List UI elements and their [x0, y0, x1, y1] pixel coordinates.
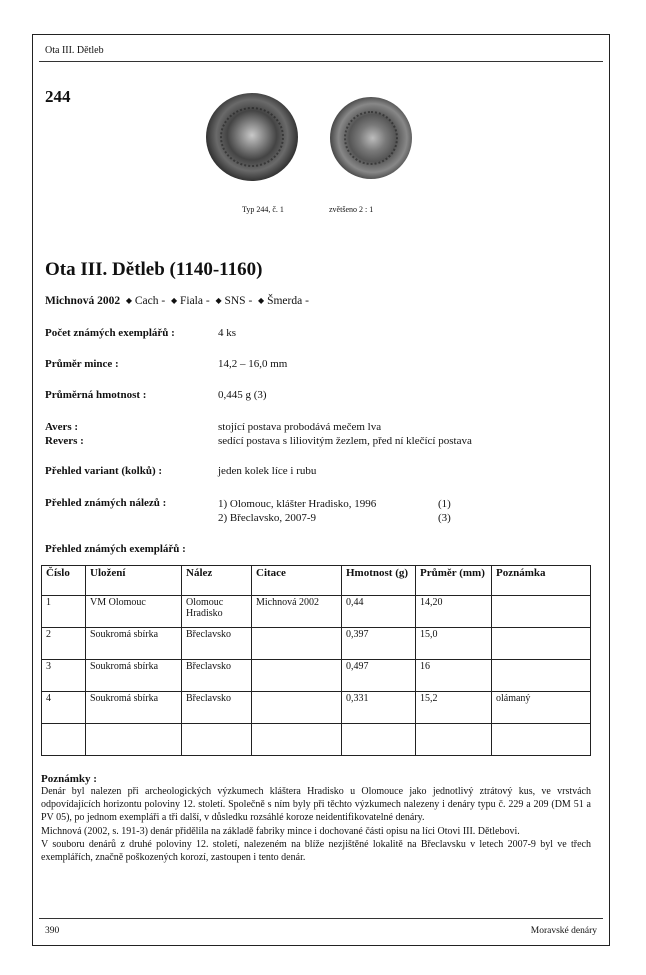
- field-value: stojící postava probodává mečem lva: [218, 421, 382, 433]
- table-cell: Soukromá sbírka: [86, 660, 182, 692]
- top-rule: [39, 61, 603, 62]
- find-count: (3): [438, 512, 451, 524]
- page-frame: [32, 34, 610, 946]
- table-cell: 15,2: [416, 692, 492, 724]
- table-header-row: [42, 566, 591, 596]
- notes-heading: Poznámky :: [41, 773, 97, 785]
- diamond-icon: ◆: [170, 296, 178, 305]
- table-cell: Břeclavsko: [182, 660, 252, 692]
- table-header: Uložení: [86, 566, 182, 596]
- table-cell: [416, 724, 492, 756]
- table-cell: Michnová 2002: [252, 596, 342, 628]
- table-cell: [252, 724, 342, 756]
- reference-item: Šmerda -: [267, 295, 309, 307]
- table-cell: VM Olomouc: [86, 596, 182, 628]
- page-number: 390: [45, 926, 60, 936]
- table-cell: 1: [42, 596, 86, 628]
- table-header: Citace: [252, 566, 342, 596]
- table-cell: [492, 724, 591, 756]
- specimens-table: [41, 565, 591, 756]
- table-row: [42, 660, 591, 692]
- table-cell: [492, 628, 591, 660]
- table-cell: 0,497: [342, 660, 416, 692]
- notes-body: [41, 785, 591, 864]
- table-cell: [492, 596, 591, 628]
- note-paragraph: V souboru denárů z druhé poloviny 12. století, nalezeném na blíže nezjištěné lokalitě na Břeclavsku v letech 2007-9 byl ve třech exemplářích, značně poškozených korozí, zastoupen i tento denár.: [41, 838, 591, 864]
- field-value: sedící postava s liliovitým žezlem, před ní klečící postava: [218, 435, 472, 447]
- field-label: Počet známých exemplářů :: [45, 327, 175, 339]
- finds-list: [218, 497, 376, 525]
- table-cell: Soukromá sbírka: [86, 692, 182, 724]
- table-cell: [86, 724, 182, 756]
- field-value: 0,445 g (3): [218, 389, 267, 401]
- table-cell: 3: [42, 660, 86, 692]
- reference-item: SNS -: [224, 295, 253, 307]
- coin-caption-scale: zvětšeno 2 : 1: [329, 205, 374, 214]
- table-cell: 0,331: [342, 692, 416, 724]
- diamond-icon: ◆: [258, 296, 265, 305]
- table-row: [42, 724, 591, 756]
- footer-title: Moravské denáry: [530, 926, 597, 936]
- table-cell: olámaný: [492, 692, 591, 724]
- diamond-icon: ◆: [215, 296, 222, 305]
- catalog-number: 244: [45, 87, 71, 106]
- table-row: [42, 692, 591, 724]
- find-item: 2) Břeclavsko, 2007-9: [218, 512, 317, 524]
- table-header: Nález: [182, 566, 252, 596]
- table-row: [42, 596, 591, 628]
- field-value: 14,2 – 16,0 mm: [218, 358, 288, 370]
- table-cell: Břeclavsko: [182, 628, 252, 660]
- references-line: [45, 295, 309, 307]
- table-cell: 16: [416, 660, 492, 692]
- find-count: (1): [438, 498, 451, 510]
- table-header: Průměr (mm): [416, 566, 492, 596]
- table-cell: [252, 660, 342, 692]
- table-cell: [42, 724, 86, 756]
- coin-caption-type: Typ 244, č. 1: [242, 205, 284, 214]
- table-header: Číslo: [42, 566, 86, 596]
- field-value: jeden kolek líce i rubu: [218, 465, 317, 477]
- table-cell: Soukromá sbírka: [86, 628, 182, 660]
- table-cell: 15,0: [416, 628, 492, 660]
- diamond-icon: ◆: [125, 296, 132, 305]
- field-label: Přehled známých nálezů :: [45, 497, 167, 509]
- field-label: Avers :: [45, 421, 79, 433]
- note-paragraph: Michnová (2002, s. 191-3) denár přidělila na základě fabriky mince i dochované části opisu na líci Otovi III. Dětlebovi.: [41, 825, 520, 837]
- table-cell: 4: [42, 692, 86, 724]
- table-cell: Břeclavsko: [182, 692, 252, 724]
- table-title: Přehled známých exemplářů :: [45, 543, 186, 555]
- table-cell: [182, 724, 252, 756]
- reference-item: Fiala -: [179, 295, 210, 307]
- bottom-rule: [39, 918, 603, 919]
- note-paragraph: Denár byl nalezen při archeologických výzkumech kláštera Hradisko u Olomouce jako jednotlivý ztrátový kus, ve vrstvách odpovídajících horizontu poloviny 12. století. Společně s ním byly při těchto výzkumech nalezeny i denáry typu č. 229 a 209 (DM 51 a PV 05), po jednom exempláři a tři další, v důsledku rozsáhlé koroze neidentifikovatelné denáry.: [41, 786, 591, 824]
- field-value: 4 ks: [218, 327, 237, 339]
- field-label: Průměr mince :: [45, 358, 119, 370]
- running-head: Ota III. Dětleb: [45, 45, 104, 56]
- field-label: Přehled variant (kolků) :: [45, 465, 163, 477]
- table-cell: [492, 660, 591, 692]
- field-label: Průměrná hmotnost :: [45, 389, 147, 401]
- table-header: Hmotnost (g): [342, 566, 416, 596]
- table-cell: Olomouc Hradisko: [182, 596, 252, 628]
- table-row: [42, 628, 591, 660]
- table-cell: 0,397: [342, 628, 416, 660]
- coin-obverse-image: [206, 93, 298, 181]
- reference-item: Cach -: [134, 295, 166, 307]
- table-cell: 14,20: [416, 596, 492, 628]
- reference-lead: Michnová 2002: [45, 295, 121, 307]
- finds-counts: [438, 497, 451, 525]
- table-cell: [252, 628, 342, 660]
- field-label: Revers :: [45, 435, 84, 447]
- table-cell: 2: [42, 628, 86, 660]
- table-cell: [342, 724, 416, 756]
- table-cell: 0,44: [342, 596, 416, 628]
- coin-reverse-image: [330, 97, 412, 179]
- find-item: 1) Olomouc, klášter Hradisko, 1996: [218, 498, 377, 510]
- table-cell: [252, 692, 342, 724]
- table-header: Poznámka: [492, 566, 591, 596]
- page-title: Ota III. Dětleb (1140-1160): [45, 259, 263, 280]
